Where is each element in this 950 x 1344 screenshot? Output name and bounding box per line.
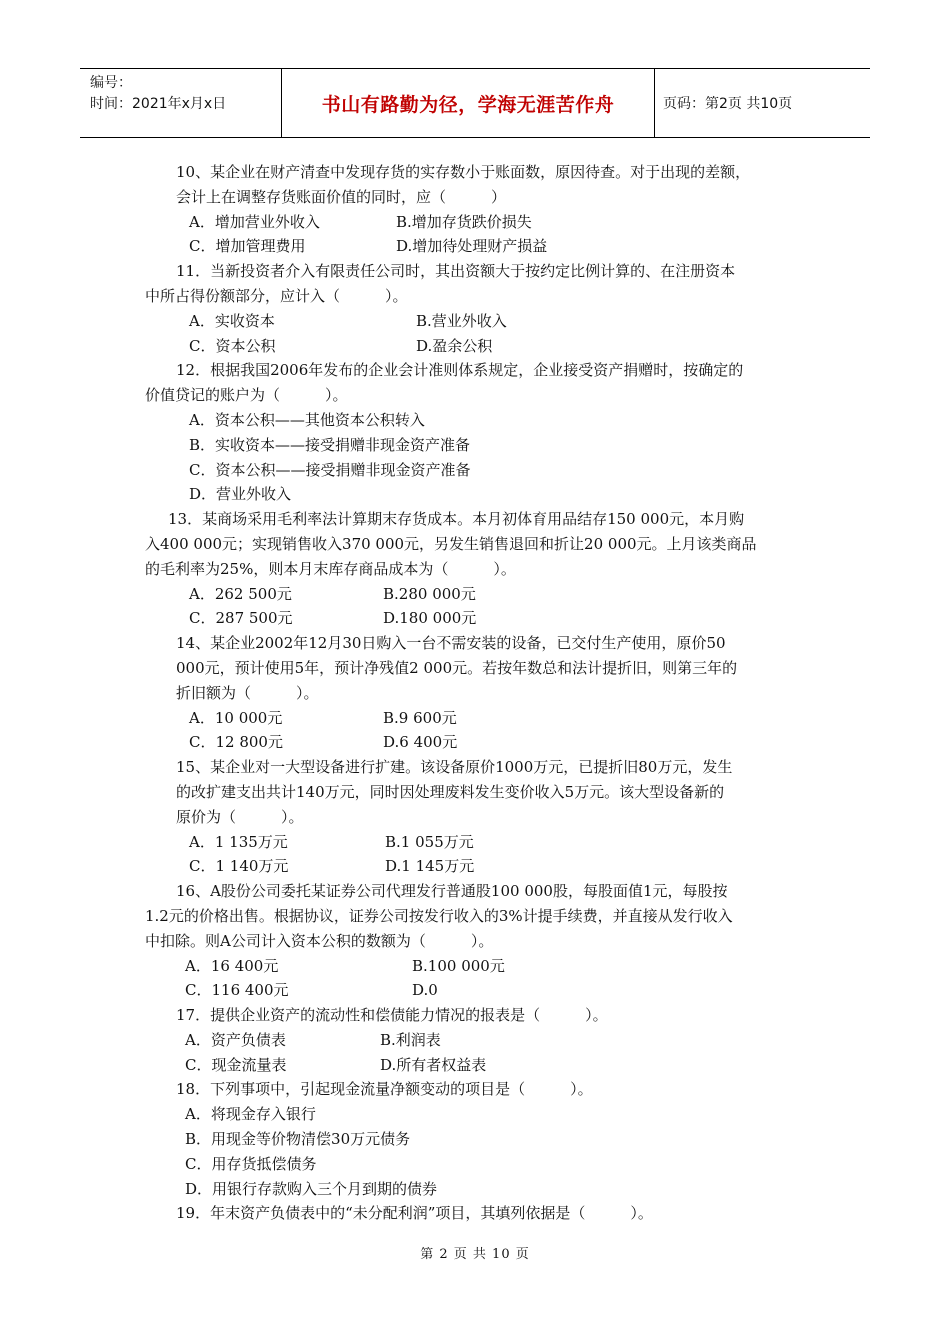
option-c: C．116 400元 [185, 981, 289, 1000]
option-d: D.6 400元 [383, 733, 458, 752]
question-13-options-row-1 [145, 582, 810, 607]
header-page-info: 页码：第2页 共10页 [663, 96, 793, 112]
option-b: B.营业外收入 [416, 311, 507, 330]
option-b: B.利润表 [380, 1030, 441, 1049]
question-18-option-d: D．用银行存款购入三个月到期的债券 [185, 1179, 438, 1198]
option-d: D.所有者权益表 [380, 1055, 487, 1074]
option-c: C．现金流量表 [185, 1055, 287, 1074]
question-16-options-row-1 [145, 954, 810, 979]
option-a: A．资产负债表 [185, 1030, 286, 1049]
question-17-line-1: 17．提供企业资产的流动性和偿债能力情况的报表是（ ）。 [176, 1006, 608, 1025]
option-a: A．增加营业外收入 [189, 212, 320, 231]
question-12-option-d: D．营业外收入 [189, 485, 292, 504]
question-13-line-1: 13．某商场采用毛利率法计算期末存货成本。本月初体育用品结存150 000元，本月购 [168, 510, 745, 529]
question-14-line-2: 000元，预计使用5年，预计净残值2 000元。若按年数总和法计提折旧，则第三年的 [176, 658, 738, 677]
question-11-options-row-1 [145, 309, 810, 334]
document-time-label: 时间：2021年x月x日 [90, 96, 227, 112]
question-10-options-row-2 [145, 234, 810, 259]
question-13-line-3: 的毛利率为25%，则本月末库存商品成本为（ ）。 [145, 559, 516, 578]
header-motto: 书山有路勤为径，学海无涯苦作舟 [282, 69, 655, 137]
option-d: D.0 [412, 981, 438, 1000]
question-12-option-c: C．资本公积——接受捐赠非现金资产准备 [189, 460, 471, 479]
question-12-option-a: A．资本公积——其他资本公积转入 [189, 410, 425, 429]
question-10-line-1: 10、某企业在财产清查中发现存货的实存数小于账面数，原因待查。对于出现的差额， [176, 163, 751, 181]
question-14-options-row-2 [145, 730, 810, 755]
question-14-line-1: 14、某企业2002年12月30日购入一台不需安装的设备，已交付生产使用，原价50 [176, 634, 726, 653]
header-meta [80, 69, 282, 137]
question-11-line-2: 中所占得份额部分，应计入（ ）。 [145, 286, 408, 305]
option-a: A．1 135万元 [189, 832, 288, 851]
question-14-line-3: 折旧额为（ ）。 [176, 683, 319, 702]
option-a: A．10 000元 [189, 708, 283, 727]
question-17-options-row-2 [145, 1053, 810, 1078]
option-a: A．16 400元 [185, 956, 279, 975]
question-15-options-row-1 [145, 830, 810, 855]
question-16-line-1: 16、A股份公司委托某证券公司代理发行普通股100 000股，每股面值1元，每股按 [176, 882, 728, 901]
question-12-option-b: B．实收资本——接受捐赠非现金资产准备 [189, 435, 471, 454]
question-14-options-row-1 [145, 706, 810, 731]
option-b: B.280 000元 [383, 584, 476, 603]
option-d: D.1 145万元 [385, 857, 475, 876]
option-a: A．262 500元 [189, 584, 292, 603]
option-c: C．1 140万元 [189, 857, 289, 876]
option-c: C．12 800元 [189, 733, 283, 752]
question-16-line-2: 1.2元的价格出售。根据协议，证券公司按发行收入的3%计提手续费，并直接从发行收入 [145, 906, 733, 925]
question-12-line-1: 12．根据我国2006年发布的企业会计准则体系规定，企业接受资产捐赠时，按确定的 [176, 361, 744, 380]
question-13-options-row-2 [145, 606, 810, 631]
question-17-options-row-1 [145, 1028, 810, 1053]
question-12-line-2: 价值贷记的账户为（ ）。 [145, 386, 348, 405]
option-b: B.9 600元 [383, 708, 457, 727]
option-b: B.增加存货跌价损失 [396, 212, 532, 231]
option-d: D.180 000元 [383, 609, 477, 628]
question-13-line-2: 入400 000元；实现销售收入370 000元，另发生销售退回和折让20 000元。上月该类商品 [145, 534, 757, 553]
question-15-line-2: 的改扩建支出共计140万元，同时因处理废料发生变价收入5万元。该大型设备新的 [176, 782, 725, 801]
option-b: B.100 000元 [412, 956, 505, 975]
option-d: D.增加待处理财产损益 [396, 237, 548, 256]
question-19-line-1: 19．年末资产负债表中的“未分配利润”项目，其填列依据是（ ）。 [176, 1204, 653, 1223]
question-18-option-c: C．用存货抵偿债务 [185, 1154, 317, 1173]
option-c: C．287 500元 [189, 609, 293, 628]
option-b: B.1 055万元 [385, 832, 474, 851]
page-header [80, 68, 870, 138]
question-18-line-1: 18．下列事项中，引起现金流量净额变动的项目是（ ）。 [176, 1080, 593, 1099]
option-d: D.盈余公积 [416, 336, 493, 355]
document-number-label: 编号： [90, 75, 132, 91]
question-18-option-b: B．用现金等价物清偿30万元债务 [185, 1130, 411, 1149]
question-15-line-3: 原价为（ ）。 [176, 807, 304, 826]
option-c: C．资本公积 [189, 336, 276, 355]
question-11-line-1: 11．当新投资者介入有限责任公司时，其出资额大于按约定比例计算的、在注册资本 [176, 262, 736, 281]
question-list [145, 160, 810, 1226]
question-16-line-3: 中扣除。则A公司计入资本公积的数额为（ ）。 [145, 931, 494, 950]
option-c: C．增加管理费用 [189, 237, 306, 256]
option-a: A．实收资本 [189, 311, 275, 330]
question-15-options-row-2 [145, 854, 810, 879]
question-10-line-2: 会计上在调整存货账面价值的同时，应（ ） [176, 187, 507, 206]
page-footer: 第 2 页 共 10 页 [420, 1247, 530, 1262]
question-16-options-row-2 [145, 978, 810, 1003]
question-15-line-1: 15、某企业对一大型设备进行扩建。该设备原价1000万元，已提折旧80万元，发生 [176, 758, 733, 777]
question-10-options-row-1 [145, 210, 810, 235]
question-11-options-row-2 [145, 334, 810, 359]
question-18-option-a: A．将现金存入银行 [185, 1105, 316, 1124]
